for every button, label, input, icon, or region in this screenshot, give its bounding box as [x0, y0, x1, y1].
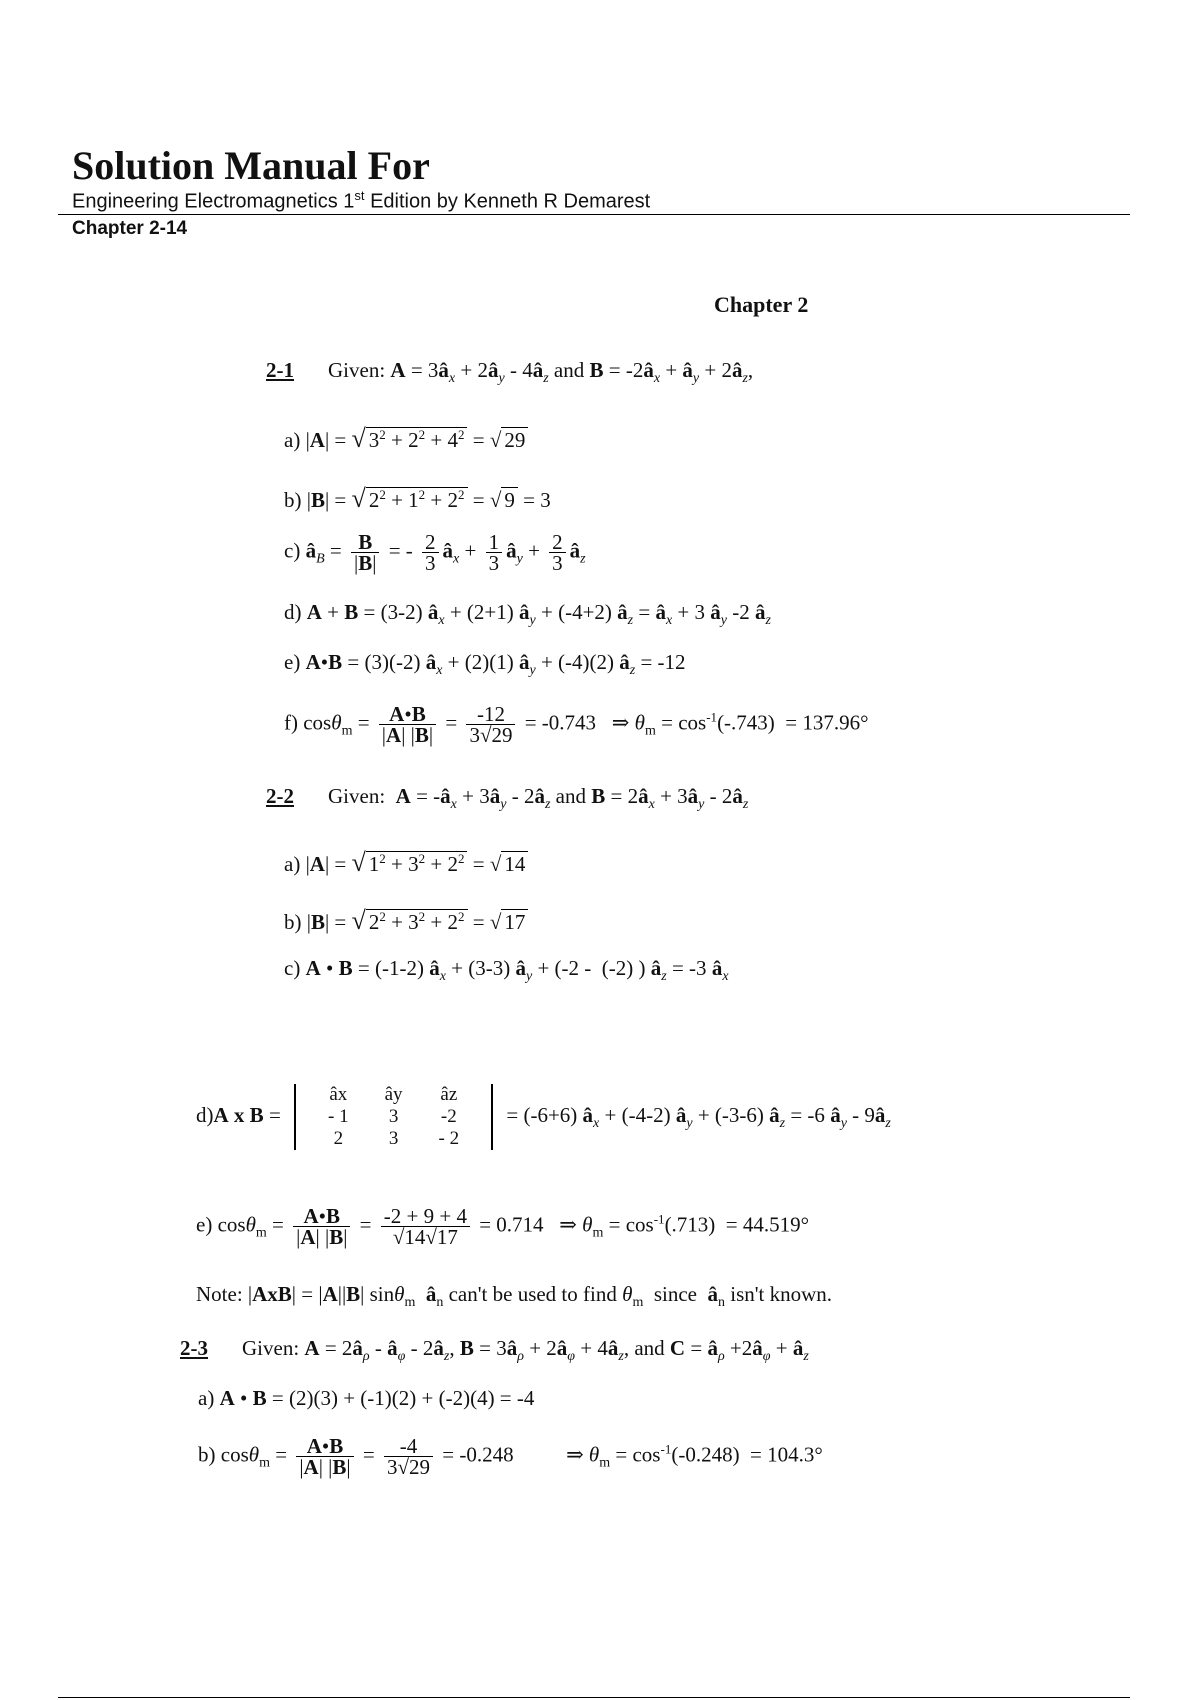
- cross-product-label: d)A x B =: [196, 1102, 281, 1127]
- problem-2-2-c: c) A • B = (-1-2) $â_x + (3-3)$ $â_y + (-2 - (-2)$ ) $â_z = -3$ $â_x$: [284, 956, 729, 985]
- problem-2-1-b: b) |B| = √ $2^2 + 1^2 + 2^2$ = √ 9 = 3: [284, 484, 551, 513]
- cross-product-result: = (-6+6) $â_x + (-4-2)$ $â_y + (-3-6)$ $â_z = -6$ $â_y$ - $9â_z$: [506, 1102, 891, 1131]
- problem-2-1-given: 2-1 Given: $A = 3â_x$ + $2â_y$ - $4â_z$ and $B = -2â_x$ + $â_y$ + $2â_z$,: [266, 358, 754, 387]
- problem-number: 2-2: [266, 784, 294, 808]
- matrix-cell: 3: [388, 1106, 399, 1127]
- problem-2-2-e: e) cosθ$_m$ = $\frac{A•B}{|A| |B|}$ = $\frac{-2 + 9 + 4}{√14√17}$ = 0.714 ⇒ $\theta_m = \cos^{-1}(.713) = 44.519^\circ$: [196, 1204, 810, 1249]
- problem-2-3-a: a) A • B = (2)(3) + (-1)(2) + (-2)(4) = -4: [198, 1386, 535, 1410]
- chapter-range-label: Chapter 2-14: [72, 218, 188, 239]
- chapter-heading: Chapter 2: [714, 292, 809, 317]
- problem-2-1-e: e) A•B = (3)(-2) $â_x + (2)(1)$ $â_y + (-4)(2)$ $â_z = -12$: [284, 650, 686, 679]
- problem-2-2-d: [196, 1084, 891, 1150]
- problem-2-2-a: a) |A| = √ $1^2 + 3^2 + 2^2$ = √ 14: [284, 848, 528, 878]
- footer-rule: [58, 1697, 1130, 1698]
- problem-2-1-f: f) cosθ$_m$ = $\frac{A•B}{|A| |B|}$ = $\frac{-12}{3√29}$ = -0.743 ⇒ $\theta_m = \cos^{-1}(-.743) = 137.96^\circ$: [284, 702, 869, 747]
- header-rule: [58, 214, 1130, 215]
- problem-2-2-given: 2-2 Given: $A = -â_x$ + $3â_y$ - $2â_z$ and $B = 2â_x$ + $3â_y$ - $2â_z$: [266, 784, 749, 813]
- matrix-cell: 2: [333, 1128, 344, 1149]
- matrix-cell: âz: [440, 1084, 458, 1105]
- matrix-cell: -2: [440, 1106, 457, 1127]
- matrix-cell: 3: [388, 1128, 399, 1149]
- problem-2-1-a: a) |A| = √ $3^2 + 2^2 + 4^2$ = √ 29: [284, 424, 528, 454]
- problem-number: 2-1: [266, 358, 294, 382]
- matrix-cell: - 2: [438, 1128, 460, 1149]
- document-title: Solution Manual For: [72, 143, 430, 188]
- document-subtitle: Engineering Electromagnetics 1st Edition by Kenneth R Demarest: [72, 188, 651, 213]
- problem-2-2-b: b) |B| = √ $2^2 + 3^2 + 2^2$ = √ 17: [284, 906, 528, 936]
- problem-number: 2-3: [180, 1336, 208, 1360]
- problem-2-3-b: b) cosθ$_m$ = $\frac{A•B}{|A| |B|}$ = $\frac{-4}{3√29}$ = -0.248 ⇒ $\theta_m = \cos^{-1}(-0.248) = 104.3^\circ$: [198, 1434, 823, 1479]
- matrix-cell: âx: [329, 1084, 348, 1105]
- problem-2-2-note: Note: |AxB| = |A||B| sinθ$_m$ $â_n$ can't be used to find $\theta_m$ since $â_n$ isn't known.: [196, 1282, 833, 1311]
- problem-2-3-given: 2-3 Given: $A = 2â_\rho$ - $â_\varphi$ - $2â_z$, $B = 3â_\rho$ + $2â_\varphi$ + $4â_z$, and $C = â_\rho$ $+2â_\varphi$ + $â_z$: [180, 1336, 809, 1365]
- matrix-cell: ây: [384, 1084, 403, 1105]
- problem-2-1-d: d) A + B = (3-2) $â_x + (2+1)$ $â_y + (-4+2)$ $â_z$ = $â_x + 3$ $â_y$ -2 $â_z$: [284, 600, 771, 629]
- determinant-matrix: [294, 1084, 493, 1150]
- matrix-cell: - 1: [328, 1106, 349, 1127]
- problem-2-1-c: c) $â_B$ = $\frac{B}{|B|}$ = - $\frac{2}{3}$ $â_x$ + $\frac{1}{3}$ $â_y$ + $\frac{2}{3}$ $â_z$: [284, 530, 586, 575]
